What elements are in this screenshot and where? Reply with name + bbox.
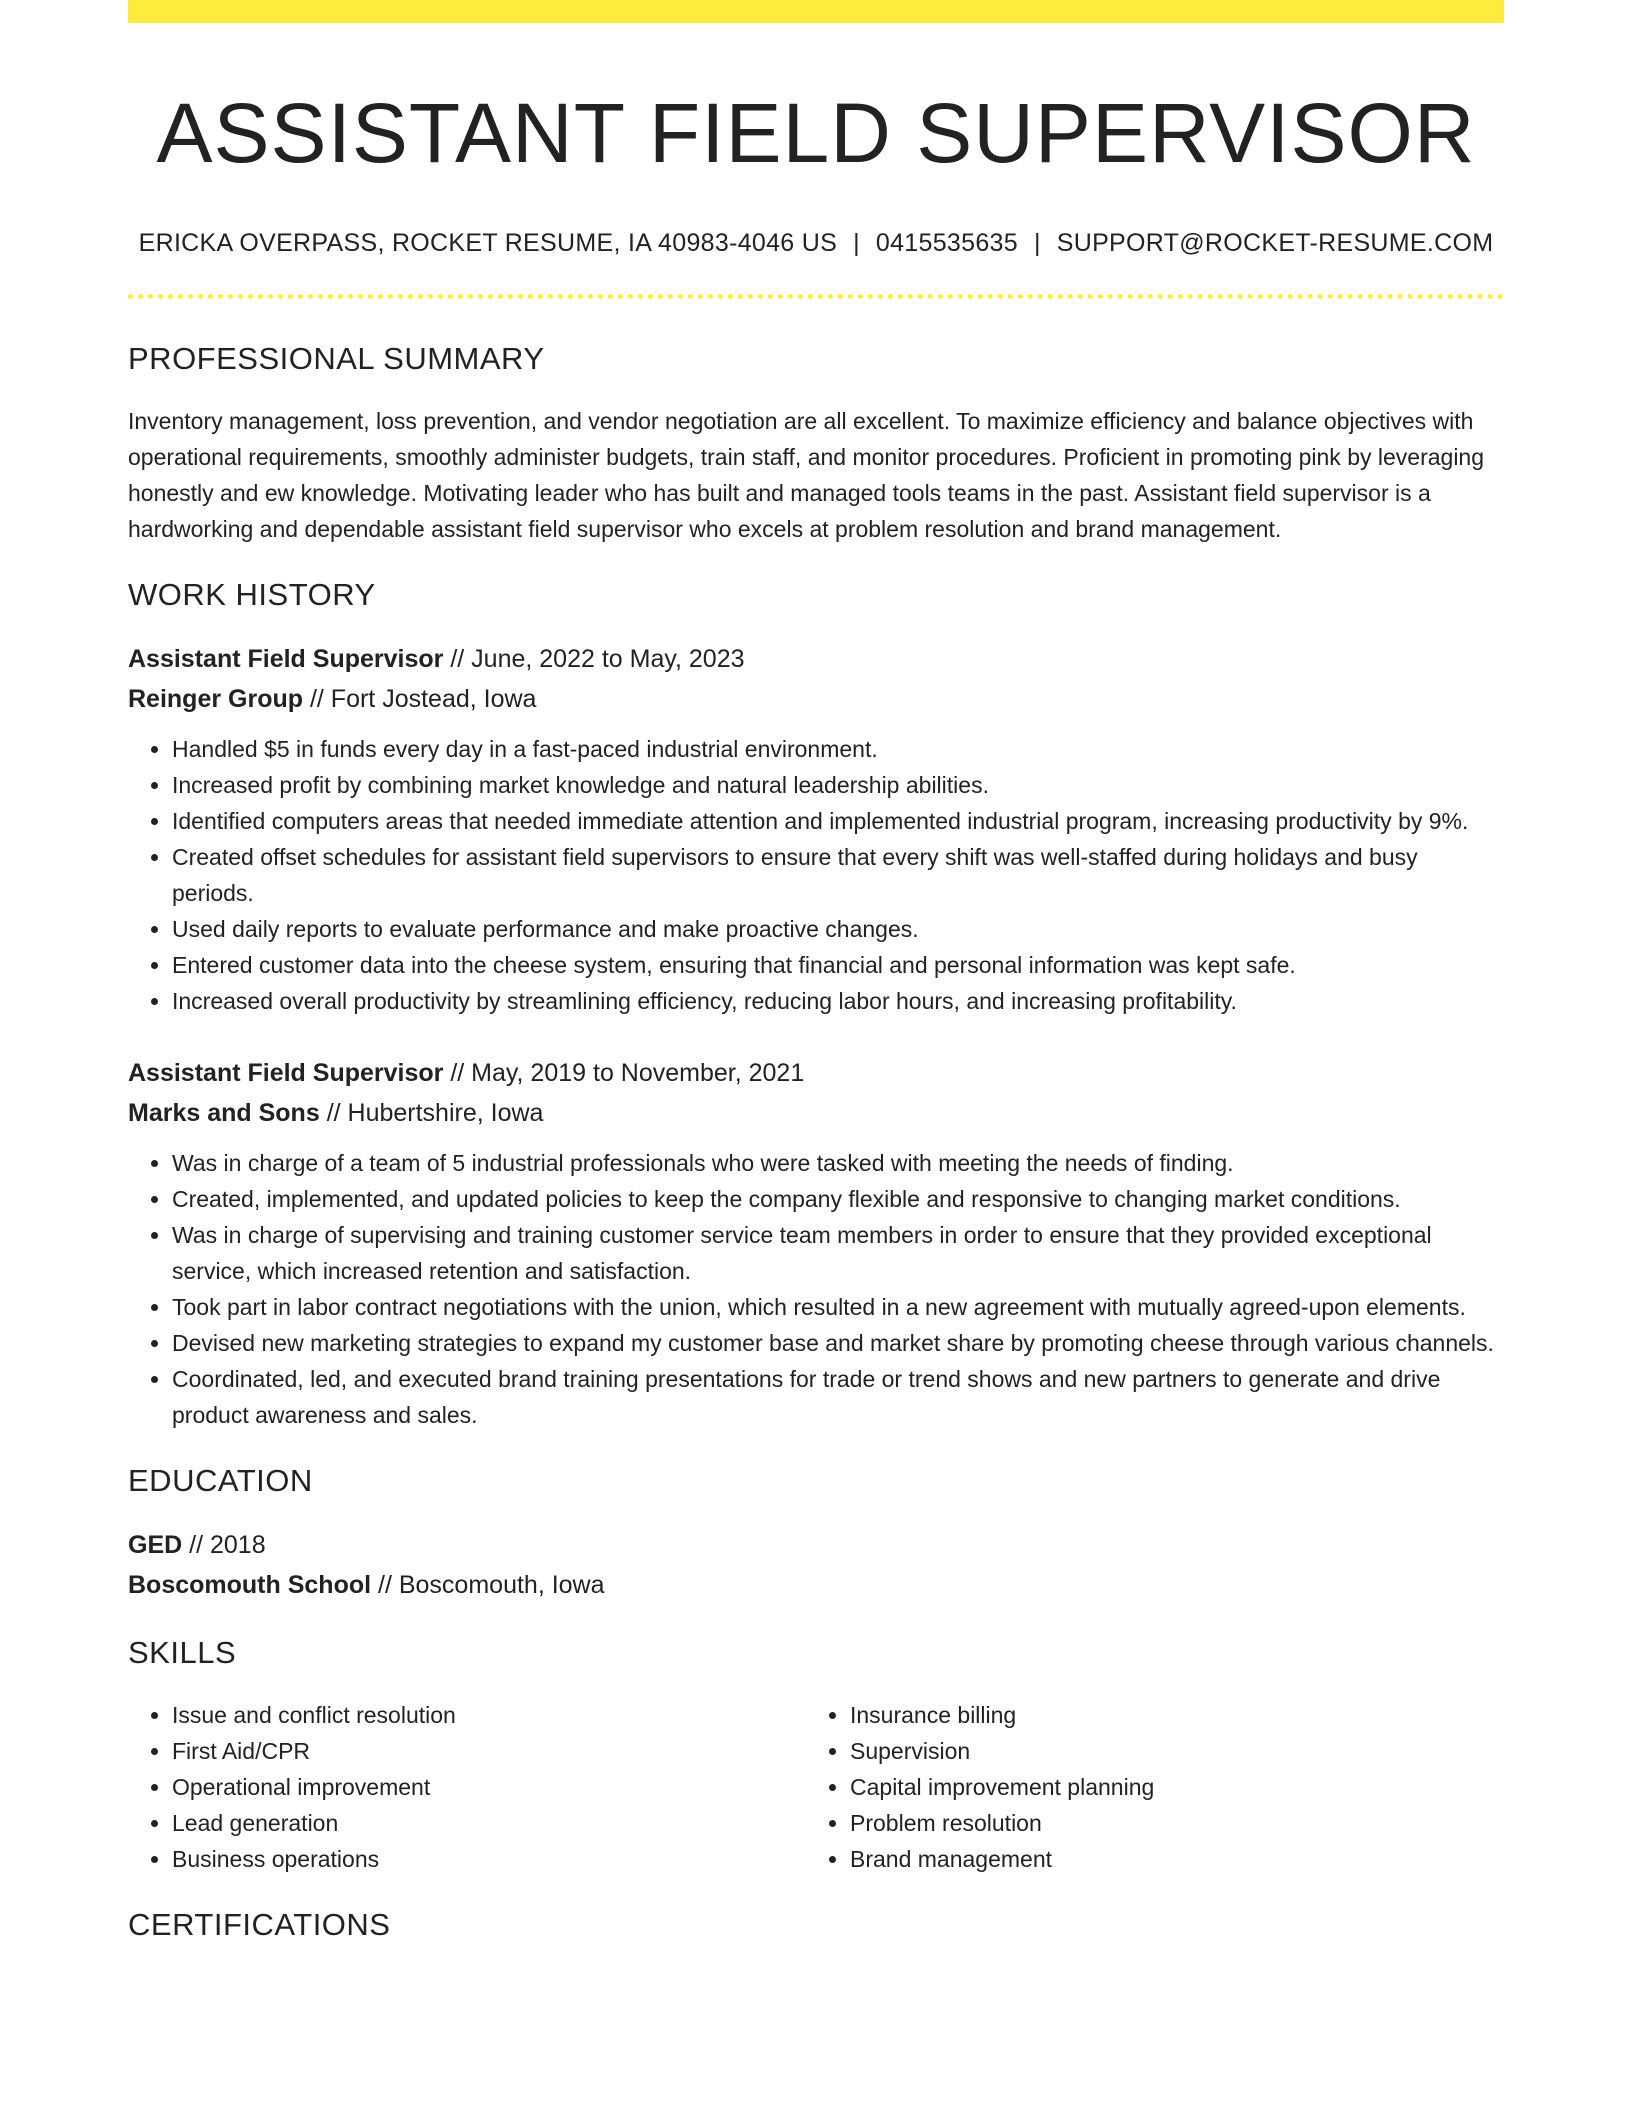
skill-item: • Operational improvement [172,1769,806,1805]
education-year: // 2018 [189,1531,266,1560]
skill-item: • First Aid/CPR [172,1733,806,1769]
education-school-line [128,1565,1504,1605]
job-company-line [128,679,1504,719]
job-bullet: • Used daily reports to evaluate performance and make proactive changes. [172,911,1504,947]
page-title: ASSISTANT FIELD SUPERVISOR [156,86,1476,180]
job-bullet: • Increased overall productivity by streamlining efficiency, reducing labor hours, and increasing profitability. [172,983,1504,1019]
job-bullet: • Devised new marketing strategies to expand my customer base and market share by promoting cheese through various channels. [172,1325,1504,1361]
job-company-line [128,1093,1504,1133]
job-location: // Hubertshire, Iowa [326,1099,544,1128]
job-bullet: • Was in charge of a team of 5 industrial professionals who were tasked with meeting the needs of finding. [172,1145,1504,1181]
skill-item: • Supervision [850,1733,1484,1769]
job-company: Marks and Sons [128,1099,320,1128]
job-bullets [128,731,1504,1019]
job-dates: // May, 2019 to November, 2021 [450,1059,805,1088]
skill-item: • Business operations [172,1841,806,1877]
education-heading: EDUCATION [128,1463,313,1499]
dotted-divider [128,294,1504,299]
skill-item: • Insurance billing [850,1697,1484,1733]
work-history-section [128,577,1504,1433]
job-bullet: • Created offset schedules for assistant field supervisors to ensure that every shift was well-staffed during holidays and busy periods. [172,839,1504,911]
job-bullet: • Coordinated, led, and executed brand training presentations for trade or trend shows and new partners to generate and drive product awareness and sales. [172,1361,1504,1433]
job-title-line [128,639,1504,679]
education-degree-line [128,1525,1504,1565]
job-dates: // June, 2022 to May, 2023 [450,645,745,674]
job-bullet: • Identified computers areas that needed immediate attention and implemented industrial program, increasing productivity by 9%. [172,803,1504,839]
job-bullet: • Took part in labor contract negotiations with the union, which resulted in a new agreement with mutually agreed-upon elements. [172,1289,1504,1325]
contact-separator: | [1033,229,1041,258]
education-degree: GED [128,1531,183,1560]
job-location: // Fort Jostead, Iowa [309,685,537,714]
work-history-heading: WORK HISTORY [128,577,376,613]
contact-email: SUPPORT@ROCKET-RESUME.COM [1056,229,1494,258]
contact-separator: | [853,229,860,258]
education-section [128,1463,1504,1605]
skill-item: • Capital improvement planning [850,1769,1484,1805]
skills-list [806,1697,1484,1877]
summary-heading: PROFESSIONAL SUMMARY [128,341,545,377]
job-title: Assistant Field Supervisor [128,1059,444,1088]
skills-heading: SKILLS [128,1635,237,1671]
resume-page [128,0,1504,1943]
skills-column-left [128,1697,806,1877]
job-title-line [128,1053,1504,1093]
skill-item: • Issue and conflict resolution [172,1697,806,1733]
job-title: Assistant Field Supervisor [128,645,444,674]
summary-text: Inventory management, loss prevention, and vendor negotiation are all excellent. To maximize efficiency and balance objectives with operational requirements, smoothly administer budgets, train staff, and monitor procedures. Proficient in promoting pink by leveraging honestly and ew knowledge. Motivating leader who has built and managed tools teams in the past. Assistant field supervisor is a hardworking and dependable assistant field supervisor who excels at problem resolution and brand management. [128,408,1485,543]
job-bullet: • Increased profit by combining market knowledge and natural leadership abilities. [172,767,1504,803]
certifications-section [128,1907,1504,1943]
skill-item: • Problem resolution [850,1805,1484,1841]
job-company: Reinger Group [128,685,304,714]
skills-column-right [806,1697,1484,1877]
job-bullet: • Created, implemented, and updated policies to keep the company flexible and responsive to changing market conditions. [172,1181,1504,1217]
education-location: // Boscomouth, Iowa [378,1571,605,1600]
contact-address: ERICKA OVERPASS, ROCKET RESUME, IA 40983-4046 US [138,229,838,258]
contact-phone: 0415535635 [875,229,1018,258]
contact-line [128,229,1504,258]
certifications-heading: CERTIFICATIONS [128,1907,391,1943]
education-school: Boscomouth School [128,1571,372,1600]
job-bullet: • Was in charge of supervising and training customer service team members in order to ensure that they provided exceptional service, which increased retention and satisfaction. [172,1217,1504,1289]
skill-item: • Lead generation [172,1805,806,1841]
skills-columns [128,1697,1504,1877]
job-bullets [128,1145,1504,1433]
job-bullet: • Entered customer data into the cheese system, ensuring that financial and personal information was kept safe. [172,947,1504,983]
accent-top-bar [128,0,1504,23]
job-bullet: • Handled $5 in funds every day in a fast-paced industrial environment. [172,731,1504,767]
skills-section [128,1635,1504,1877]
skill-item: • Brand management [850,1841,1484,1877]
skills-list [128,1697,806,1877]
